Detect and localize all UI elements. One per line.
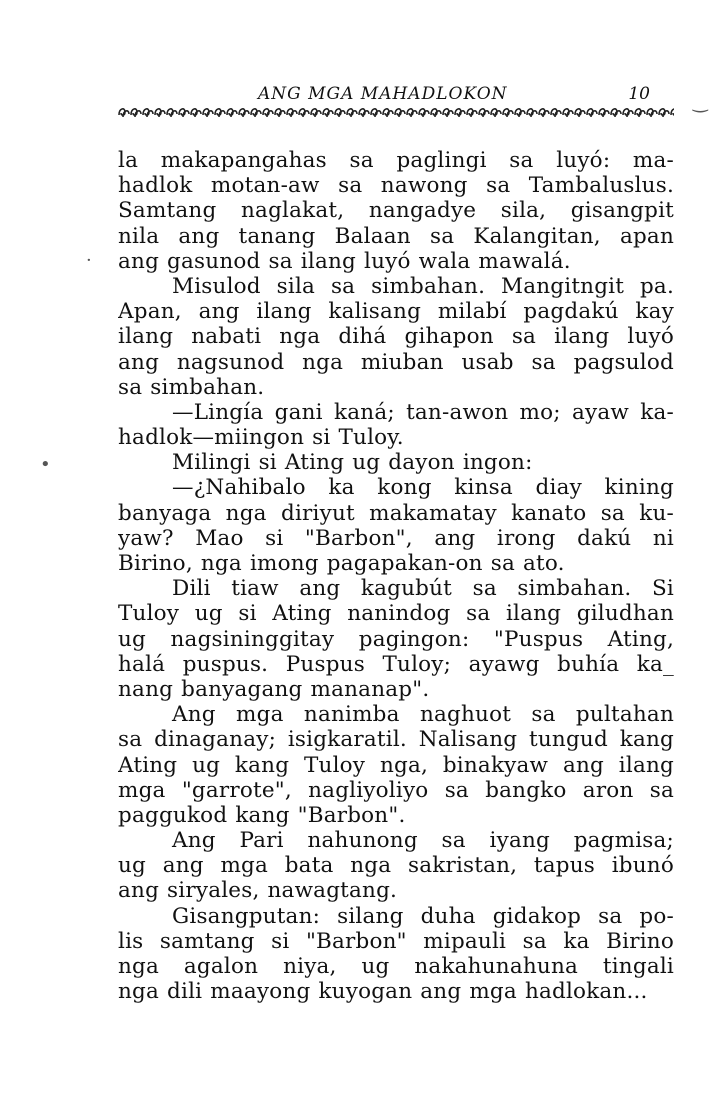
margin-speck-icon: · [86, 250, 92, 271]
text-line: ang siryales, nawagtang. [118, 878, 398, 904]
text-line: hadlok motan-aw sa nawong sa Tambaluslus. [118, 173, 674, 199]
chain-ornament-icon [118, 104, 674, 120]
text-line: nga dili maayong kuyogan ang mga hadlokan... [118, 979, 648, 1005]
text-line: mga "garrote", nagliyoliyo sa bangko aron sa [118, 777, 674, 803]
paragraph [118, 400, 674, 450]
text-line: Birino, nga imong pagapakan-on sa ato. [118, 551, 565, 576]
text-line: —¿Nahibalo ka kong kinsa diay kining [172, 475, 674, 501]
text-line: —Lingía gani kaná; tan-awon mo; ayaw ka- [172, 399, 674, 425]
text-line: ug ang mga bata nga sakristan, tapus ibunó [118, 853, 674, 879]
text-line: Apan, ang ilang kalisang milabí pagdakú kay [118, 299, 674, 325]
paragraph [118, 148, 674, 274]
text-line: ilang nabati nga dihá gihapon sa ilang luyó [118, 324, 674, 350]
text-line: Milingi si Ating ug dayon ingon: [172, 450, 533, 476]
margin-speck-icon: • [40, 454, 51, 475]
text-line: paggukod kang "Barbon". [118, 802, 406, 828]
text-line: ang gasunod sa ilang luyó wala mawalá. [118, 248, 571, 274]
page-header [118, 84, 674, 106]
text-line: lis samtang si "Barbon" mipauli sa ka Birino [118, 928, 674, 954]
paragraph [118, 475, 674, 576]
paragraph [118, 274, 674, 400]
paragraph [118, 450, 674, 475]
text-line: nang banyagang mananap". [118, 676, 430, 702]
text-line: Tuloy ug si Ating nanindog sa ilang giludhan [118, 601, 674, 627]
text-line: Samtang naglakat, nangadye sila, gisangpit [118, 198, 674, 224]
text-line: Misulod sila sa simbahan. Mangitngit pa. [172, 273, 674, 299]
text-line: Dili tiaw ang kagubút sa simbahan. Si [172, 576, 674, 602]
text-line: halá puspus. Puspus Tuloy; ayawg buhía ka_ [118, 651, 674, 677]
text-line: nila ang tanang Balaan sa Kalangitan, apan [118, 223, 674, 249]
text-line: sa simbahan. [118, 374, 265, 400]
page-number: 10 [628, 84, 650, 104]
text-line: Ating ug kang Tuloy nga, binakyaw ang ilang [118, 752, 674, 778]
text-line: ang nagsunod nga miuban usab sa pagsulod [118, 349, 674, 375]
text-line: la makapangahas sa paglingi sa luyó: ma- [118, 148, 674, 173]
text-line: banyaga nga diriyut makamatay kanato sa ku- [118, 500, 674, 526]
text-line: Ang mga nanimba naghuot sa pultahan [172, 702, 674, 728]
text-line: sa dinaganay; isigkaratil. Nalisang tungud kang [118, 727, 674, 753]
paragraph [118, 576, 674, 702]
body-text [118, 148, 674, 1004]
paragraph [118, 702, 674, 828]
paragraph [118, 828, 674, 904]
text-line: Gisangputan: silang duha gidakop sa po- [172, 903, 674, 929]
text-line: nga agalon niya, ug nakahunahuna tingali [118, 954, 674, 979]
text-line: ug nagsininggitay pagingon: "Puspus Ating, [118, 626, 674, 652]
text-line: yaw? Mao si "Barbon", ang irong dakú ni [118, 525, 674, 551]
running-title: ANG MGA MAHADLOKON [258, 84, 508, 104]
text-line: hadlok—miingon si Tuloy. [118, 425, 404, 451]
paragraph [118, 904, 674, 1005]
text-line: Ang Pari nahunong sa iyang pagmisa; [172, 828, 674, 854]
decorative-border [118, 104, 674, 120]
margin-speck-icon: ‿ [693, 92, 708, 113]
